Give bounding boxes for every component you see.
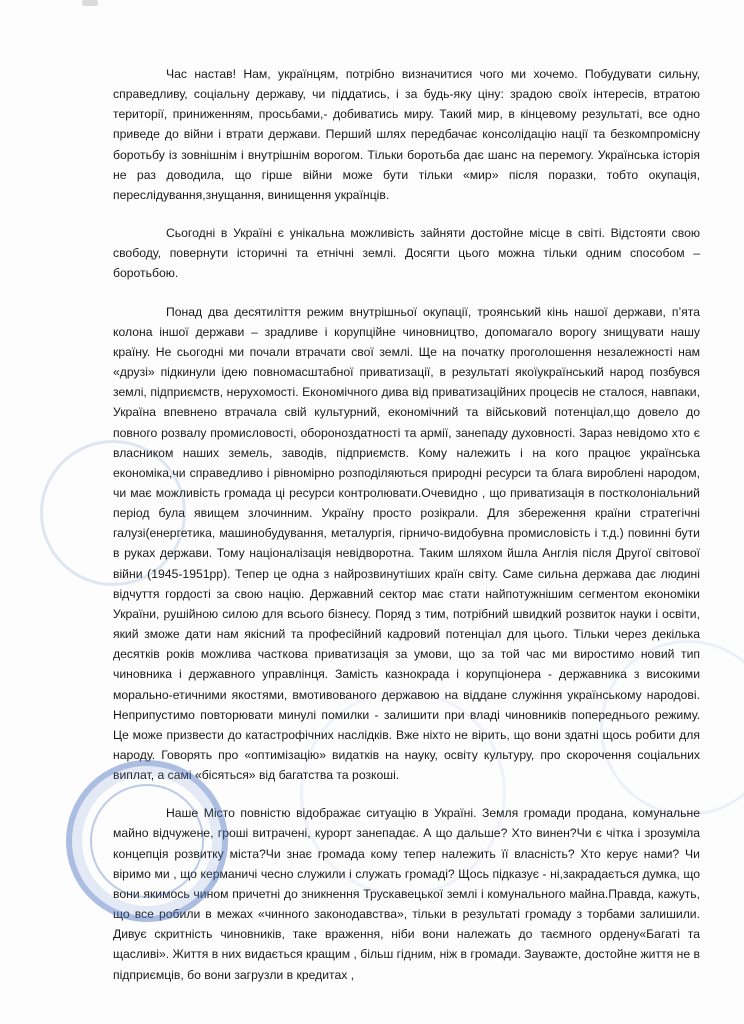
paragraph-3: Понад два десятиліття режим внутрішньої окупації, троянський кінь нашої держави, п’ята колона іншої держави – зрадливе і корупційне чиновництво, допомагало ворогу знищувати нашу країну. Не сьогодні ми почали втрачати свої землі. Ще на початку проголошення незалежності нам «друзі» підкинули ідею повномасштабної приватизації, в результаті якоїукраїнський народ позбувся землі, підприємств, нерухомості. Економічного дива від приватизаційних процесів не сталося, навпаки, Україна впевнено втрачала свій культурний, економічний та військовий потенціал,що довело до повного розвалу промисловості, обороноздатності та армії, занепаду духовності. Зараз невідомо хто є власником наших земель, заводів, підприємств. Кому належить і на кого працює українська економіка,чи справедливо і рівномірно розподіляються природні ресурси та блага вироблені народом, чи має можливість громада ці ресурси контролювати.Очевидно , що приватизація в постколоніальний період була явищем злочинним. Україну просто розікрали. Для збереження країни стратегічні галузі(енергетика, машинобудування, металургія, гірничо-видобувна промисловість і т.д.) повинні бути в руках держави. Тому націоналізація невідворотна. Таким шляхом йшла Англія після Другої світової війни (1945-1951рр). Тепер це одна з найрозвинутіших країн світу. Саме сильна держава дає людині відчуття гордості за свою націю. Державний сектор має стати найпотужнішим сегментом економіки України, рушійною силою для всього бізнесу. Поряд з тим, потрібний швидкий розвиток науки і освіти, який зможе дати нам якісний та професійний кадровий потенціал для цього. Тільки через декілька десятків років можлива часткова приватизація за умови, що за той час ми виростимо новий тип чиновника і державного управлінця. Замість казнокрада і корупціонера - державника з високими морально-етичними якостями, вмотивованого державою на віддане служіння українському народові. Неприпустимо повторювати минулі помилки - залишити при владі чиновників попереднього режиму. Це може призвести до катастрофічних наслідків. Вже ніхто не вірить, що вони здатні щось робити для народу. Говорять про «оптимізацію» видатків на науку, освіту культуру, про скорочення соціальних виплат, а самі «бісяться» від багатства та розкоші. (113, 304, 700, 783)
scan-artifact (82, 0, 98, 6)
paragraph-1: Час настав! Нам, українцям, потрібно визначитися чого ми хочемо. Побудувати сильну, справедливу, соціальну державу, чи піддатись, і за будь-яку ціну: зрадою своїх інтересів, втратою території, приниженням, просьбами,- добиватись миру. Такий мир, в кінцевому результаті, все одно приведе до війни і втрати держави. Перший шлях передбачає консолідацію нації та безкомпромісну боротьбу із зовнішнім і внутрішнім ворогом. Тільки боротьба дає шанс на перемогу. Українська історія не раз доводила, що гірше війни може бути тільки «мир» після поразки, тобто окупація, переслідування,знущання, винищення українців. (113, 67, 700, 202)
paragraph-2: Сьогодні в Україні є унікальна можливість зайняти достойне місце в світі. Відстояти свою свободу, повернути історичні та етнічні землі. Досягти цього можна тільки одним способом – боротьбою. (113, 226, 700, 281)
paragraph-4: Наше Місто повністю відображає ситуацію в Україні. Земля громади продана, комунальне майно відчужене, гроші витрачені, курорт занепадає. А що дальше? Хто винен?Чи є чітка і зрозуміла концепція розвитку міста?Чи знає громада кому тепер належить її власність? Хто керує нами? Чи віримо ми , що керманичі чесно служили і служать громаді? Щось підказує - ні,закрадається думка, що вони якимось чином причетні до зникнення Трускавецької землі і комунального майна.Правда, кажуть, що все робили в межах «чинного законодавства», тільки в результаті громаду з торбами залишили. Дивує скритність чиновників, таке враження, ніби вони належать до таємного ордену«Багаті та щасливі». Життя в них видається кращим , більш гідним, ніж в громади. Зауважте, достойне життя не в підприємців, бо вони загрузли в кредитах , (113, 806, 701, 982)
document-body (113, 64, 700, 985)
